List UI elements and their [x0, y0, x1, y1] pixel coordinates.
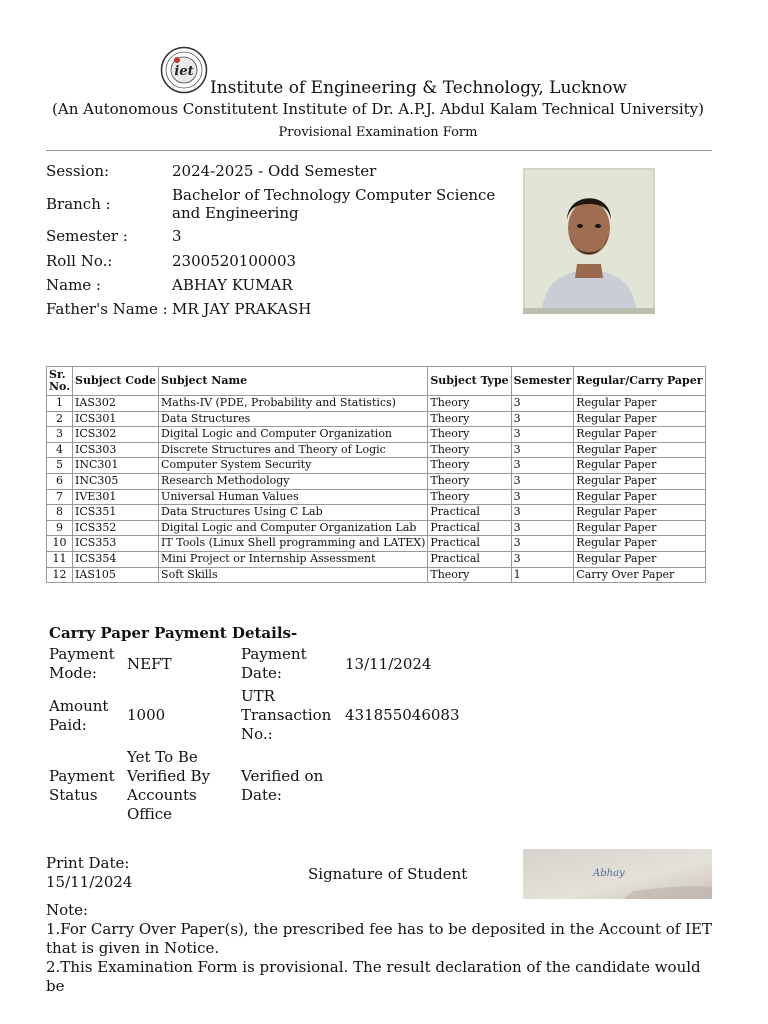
- name-row: [46, 273, 516, 297]
- table-row: [47, 567, 706, 583]
- payment-row-mode: [46, 644, 478, 686]
- amount-paid-label: Amount Paid:: [49, 696, 109, 734]
- verified-on-label: Verified on Date:: [241, 767, 324, 804]
- cell-paper-type: Regular Paper: [574, 536, 705, 552]
- svg-text:Abhay: Abhay: [593, 868, 625, 879]
- form-title: Provisional Examination Form: [278, 125, 478, 140]
- cell-sr-no: 10: [47, 536, 73, 552]
- cell-subject-code: ICS351: [73, 505, 159, 521]
- cell-subject-name: Discrete Structures and Theory of Logic: [159, 442, 428, 458]
- cell-sr-no: 5: [47, 458, 73, 474]
- cell-subject-code: ICS302: [73, 427, 159, 443]
- semester-value: 3: [172, 227, 182, 245]
- cell-subject-type: Theory: [428, 411, 511, 427]
- roll-row: [46, 248, 516, 273]
- cell-subject-code: ICS352: [73, 520, 159, 536]
- cell-sr-no: 2: [47, 411, 73, 427]
- cell-paper-type: Regular Paper: [574, 489, 705, 505]
- cell-semester: 3: [511, 489, 574, 505]
- cell-sr-no: 1: [47, 396, 73, 412]
- table-row: [47, 536, 706, 552]
- father-row: [46, 297, 516, 321]
- semester-label: Semester :: [46, 227, 128, 245]
- branch-value: Bachelor of Technology Computer Science and Engineering: [172, 186, 496, 222]
- name-label: Name :: [46, 276, 101, 294]
- cell-paper-type: Regular Paper: [574, 427, 705, 443]
- session-value: 2024-2025 - Odd Semester: [172, 162, 377, 180]
- cell-paper-type: Regular Paper: [574, 505, 705, 521]
- payment-date-value: 13/11/2024: [345, 654, 432, 673]
- cell-semester: 3: [511, 536, 574, 552]
- table-header-row: [47, 367, 706, 396]
- cell-subject-type: Theory: [428, 567, 511, 583]
- cell-semester: 3: [511, 427, 574, 443]
- table-row: [47, 442, 706, 458]
- note-title: Note:: [46, 901, 89, 919]
- cell-subject-name: Digital Logic and Computer Organization Lab: [159, 520, 428, 536]
- utr-value: 431855046083: [345, 706, 460, 724]
- cell-subject-name: Data Structures Using C Lab: [159, 505, 428, 521]
- payment-status-value: Yet To Be Verified By Accounts Office: [127, 748, 211, 823]
- roll-label: Roll No.:: [46, 251, 113, 270]
- col-semester: Semester: [511, 367, 574, 396]
- cell-subject-type: Practical: [428, 536, 511, 552]
- cell-subject-code: IVE301: [73, 489, 159, 505]
- cell-subject-name: Research Methodology: [159, 473, 428, 489]
- payment-row-status: [46, 747, 478, 827]
- branch-row: [46, 184, 516, 224]
- cell-subject-type: Theory: [428, 473, 511, 489]
- cell-subject-name: Computer System Security: [159, 458, 428, 474]
- session-label: Session:: [46, 162, 110, 180]
- cell-subject-type: Practical: [428, 551, 511, 567]
- cell-subject-code: ICS353: [73, 536, 159, 552]
- cell-subject-type: Theory: [428, 458, 511, 474]
- student-photo: [523, 168, 655, 314]
- cell-semester: 3: [511, 458, 574, 474]
- institute-name: Institute of Engineering & Technology, Lucknow: [210, 78, 627, 98]
- svg-text:iet: iet: [174, 64, 194, 79]
- col-paper-type: Regular/Carry Paper: [574, 367, 705, 396]
- col-sr-no: Sr. No.: [47, 367, 73, 396]
- cell-subject-name: Soft Skills: [159, 567, 428, 583]
- payment-mode-label: Payment Mode:: [49, 645, 115, 682]
- cell-semester: 3: [511, 520, 574, 536]
- cell-sr-no: 8: [47, 505, 73, 521]
- cell-subject-name: Universal Human Values: [159, 489, 428, 505]
- cell-semester: 3: [511, 473, 574, 489]
- table-row: [47, 505, 706, 521]
- cell-subject-type: Theory: [428, 489, 511, 505]
- note-item-1: 1.For Carry Over Paper(s), the prescribed fee has to be deposited in the Account of IET that is given in Notice.: [46, 920, 712, 957]
- cell-paper-type: Regular Paper: [574, 473, 705, 489]
- cell-subject-name: IT Tools (Linux Shell programming and LATEX): [159, 536, 428, 552]
- table-row: [47, 458, 706, 474]
- student-info: [46, 162, 516, 321]
- cell-subject-code: IAS302: [73, 396, 159, 412]
- header-divider: [46, 150, 712, 151]
- cell-semester: 3: [511, 396, 574, 412]
- cell-sr-no: 9: [47, 520, 73, 536]
- signature-label: Signature of Student: [308, 865, 468, 883]
- table-row: [47, 411, 706, 427]
- table-row: [47, 396, 706, 412]
- cell-subject-code: ICS354: [73, 551, 159, 567]
- student-signature: [523, 849, 712, 899]
- branch-label: Branch :: [46, 195, 111, 213]
- table-row: [47, 427, 706, 443]
- print-date-value: 15/11/2024: [46, 873, 133, 891]
- cell-subject-type: Theory: [428, 396, 511, 412]
- note-item-2: 2.This Examination Form is provisional. The result declaration of the candidate would be: [46, 958, 701, 995]
- cell-sr-no: 12: [47, 567, 73, 583]
- subjects-table: [46, 366, 706, 583]
- cell-semester: 3: [511, 442, 574, 458]
- col-subject-type: Subject Type: [428, 367, 511, 396]
- cell-semester: 3: [511, 551, 574, 567]
- col-subject-name: Subject Name: [159, 367, 428, 396]
- payment-date-label: Payment Date:: [241, 645, 307, 682]
- cell-sr-no: 4: [47, 442, 73, 458]
- cell-paper-type: Regular Paper: [574, 458, 705, 474]
- cell-subject-type: Theory: [428, 442, 511, 458]
- cell-subject-code: INC305: [73, 473, 159, 489]
- col-subject-code: Subject Code: [73, 367, 159, 396]
- payment-section-title: Carry Paper Payment Details-: [49, 624, 298, 642]
- table-row: [47, 551, 706, 567]
- print-date: [46, 854, 132, 892]
- cell-subject-type: Practical: [428, 505, 511, 521]
- institute-subtitle: (An Autonomous Constitutent Institute of Dr. A.P.J. Abdul Kalam Technical University): [52, 100, 704, 118]
- verified-on-value: [342, 747, 478, 827]
- cell-sr-no: 7: [47, 489, 73, 505]
- cell-subject-name: Data Structures: [159, 411, 428, 427]
- cell-subject-name: Maths-IV (PDE, Probability and Statistics): [159, 396, 428, 412]
- cell-sr-no: 11: [47, 551, 73, 567]
- cell-paper-type: Regular Paper: [574, 396, 705, 412]
- cell-semester: 3: [511, 505, 574, 521]
- cell-sr-no: 3: [47, 427, 73, 443]
- payment-status-label: Payment Status: [49, 767, 115, 804]
- name-value: ABHAY KUMAR: [172, 276, 293, 294]
- cell-subject-type: Theory: [428, 427, 511, 443]
- cell-sr-no: 6: [47, 473, 73, 489]
- payment-row-amount: [46, 686, 478, 747]
- amount-paid-value: 1000: [127, 706, 166, 724]
- cell-subject-name: Mini Project or Internship Assessment: [159, 551, 428, 567]
- cell-paper-type: Regular Paper: [574, 551, 705, 567]
- table-row: [47, 473, 706, 489]
- institute-logo: [160, 46, 208, 94]
- father-label: Father's Name :: [46, 300, 168, 318]
- session-row: [46, 162, 516, 184]
- table-row: [47, 489, 706, 505]
- cell-subject-code: INC301: [73, 458, 159, 474]
- cell-subject-type: Practical: [428, 520, 511, 536]
- cell-subject-code: ICS303: [73, 442, 159, 458]
- cell-paper-type: Regular Paper: [574, 411, 705, 427]
- cell-subject-name: Digital Logic and Computer Organization: [159, 427, 428, 443]
- cell-paper-type: Regular Paper: [574, 520, 705, 536]
- utr-label: UTR Transaction No.:: [241, 687, 332, 743]
- table-row: [47, 520, 706, 536]
- semester-row: [46, 224, 516, 248]
- cell-semester: 1: [511, 567, 574, 583]
- father-value: MR JAY PRAKASH: [172, 300, 312, 318]
- payment-mode-value: NEFT: [127, 654, 172, 673]
- print-date-label: Print Date:: [46, 854, 130, 872]
- cell-semester: 3: [511, 411, 574, 427]
- payment-details-table: [46, 644, 478, 827]
- cell-subject-code: IAS105: [73, 567, 159, 583]
- roll-value: 2300520100003: [172, 251, 297, 270]
- note-section: [46, 901, 716, 996]
- cell-paper-type: Regular Paper: [574, 442, 705, 458]
- cell-paper-type: Carry Over Paper: [574, 567, 705, 583]
- cell-subject-code: ICS301: [73, 411, 159, 427]
